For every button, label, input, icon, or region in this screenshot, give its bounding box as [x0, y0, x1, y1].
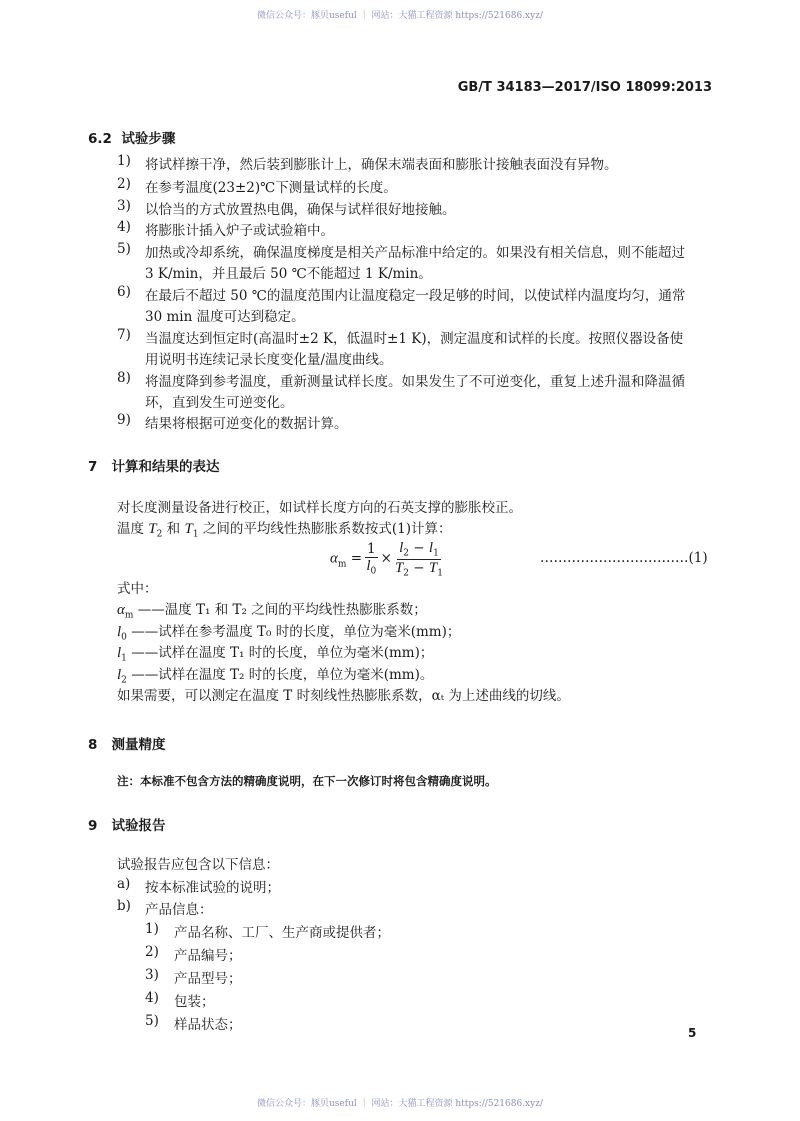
section-number: 9	[88, 818, 98, 834]
list-item: 产品名称、工厂、生产商或提供者；	[174, 925, 390, 941]
definition: $\alpha_m$ ——温度 T₁ 和 T₂ 之间的平均线性热膨胀系数；	[117, 602, 427, 621]
list-item: 加热或冷却系统，确保温度梯度是相关产品标准中给定的。如果没有相关信息，则不能超过	[145, 245, 685, 261]
list-number: 3)	[117, 198, 131, 214]
list-item: 当温度达到恒定时(高温时±2 K，低温时±1 K)，测定温度和试样的长度。按照仪器设备使	[145, 331, 684, 347]
list-item: 产品信息：	[145, 902, 213, 918]
list-item: 将试样擦干净，然后装到膨胀计上，确保末端表面和膨胀计接触表面没有异物。	[145, 157, 618, 173]
list-item-continued: 用说明书连续记录长度变化量/温度曲线。	[145, 352, 393, 368]
list-item: 在参考温度(23±2)℃下测量试样的长度。	[145, 180, 397, 196]
list-item: 结果将根据可逆变化的数据计算。	[145, 416, 348, 432]
definition-text: ——温度 T₁ 和 T₂ 之间的平均线性热膨胀系数；	[137, 602, 427, 618]
list-item: 产品编号；	[174, 948, 242, 964]
paragraph: 对长度测量设备进行校正，如试样长度方向的石英支撑的膨胀校正。	[117, 500, 522, 516]
list-number: 4)	[145, 990, 159, 1006]
list-item-continued: 30 min 温度可达到稳定。	[145, 309, 305, 325]
list-number: 2)	[145, 944, 159, 960]
list-number: b)	[117, 898, 131, 914]
list-item: 在最后不超过 50 ℃的温度范围内让温度稳定一段足够的时间，以使试样内温度均匀，通常	[145, 288, 686, 304]
definition-text: ——试样在参考温度 T₀ 时的长度，单位为毫米(mm)；	[131, 624, 461, 640]
definition: $l_2$ ——试样在温度 T₂ 时的长度，单位为毫米(mm)。	[117, 667, 434, 686]
text: 和	[166, 521, 181, 537]
list-number: 7)	[117, 327, 131, 343]
note: 注：本标准不包含方法的精确度说明，在下一次修订时将包含精确度说明。	[117, 774, 497, 788]
list-number: 1)	[145, 921, 159, 937]
list-item: 产品型号；	[174, 971, 242, 987]
paragraph: 如果需要，可以测定在温度 T 时刻线性热膨胀系数，αₜ 为上述曲线的切线。	[117, 688, 570, 704]
paragraph: 温度 $T_2$ 和 $T_1$ 之间的平均线性热膨胀系数按式(1)计算：	[117, 521, 452, 540]
section-number: 8	[88, 737, 98, 753]
formula-1: $\alpha_m$ = $\frac{1}{l_0}$ × $\frac{l_2 - l_1}{T_2 - T_1}$	[330, 540, 443, 579]
text: 温度	[117, 521, 144, 537]
section-title: 试验步骤	[121, 131, 176, 147]
paragraph: 试验报告应包含以下信息：	[117, 857, 279, 873]
list-number: 4)	[117, 219, 131, 235]
section-heading-8	[88, 733, 166, 753]
list-number: a)	[117, 876, 131, 892]
list-number: 2)	[117, 176, 131, 192]
list-number: 5)	[117, 241, 131, 257]
list-number: 9)	[117, 412, 131, 428]
list-item: 以恰当的方式放置热电偶，确保与试样很好地接触。	[145, 202, 456, 218]
list-number: 3)	[145, 967, 159, 983]
definition-text: ——试样在温度 T₂ 时的长度，单位为毫米(mm)。	[131, 667, 434, 683]
section-heading-6-2	[88, 127, 175, 147]
list-number: 8)	[117, 370, 131, 386]
definition: $l_0$ ——试样在参考温度 T₀ 时的长度，单位为毫米(mm)；	[117, 624, 461, 643]
where-label: 式中：	[117, 581, 158, 597]
section-title: 试验报告	[111, 818, 166, 834]
page-number: 5	[688, 1026, 697, 1040]
list-item-continued: 3 K/min，并且最后 50 ℃不能超过 1 K/min。	[145, 266, 432, 282]
list-item-continued: 环，直到发生可逆变化。	[145, 395, 294, 411]
section-heading-7	[88, 455, 220, 475]
definition: $l_1$ ——试样在温度 T₁ 时的长度，单位为毫米(mm)；	[117, 645, 434, 664]
section-number: 6.2	[88, 131, 112, 147]
section-number: 7	[88, 459, 98, 475]
text: 之间的平均线性热膨胀系数按式(1)计算：	[202, 521, 452, 537]
section-heading-9	[88, 814, 166, 834]
formula-number: ……………………………(1)	[540, 550, 708, 566]
section-title: 测量精度	[111, 737, 166, 753]
list-item: 将温度降到参考温度，重新测量试样长度。如果发生了不可逆变化，重复上述升温和降温循	[145, 374, 685, 390]
list-number: 1)	[117, 153, 131, 169]
list-item: 样品状态；	[174, 1017, 242, 1033]
list-item: 包装；	[174, 994, 215, 1010]
watermark-top: 微信公众号：豚贝useful ｜ 网站：大猫工程资源 https://521686.xyz/	[257, 11, 543, 21]
list-number: 5)	[145, 1013, 159, 1029]
list-item: 将膨胀计插入炉子或试验箱中。	[145, 223, 334, 239]
section-title: 计算和结果的表达	[111, 459, 220, 475]
list-item: 按本标准试验的说明；	[145, 880, 280, 896]
standard-header: GB/T 34183—2017/ISO 18099:2013	[457, 80, 712, 95]
definition-text: ——试样在温度 T₁ 时的长度，单位为毫米(mm)；	[131, 645, 434, 661]
list-number: 6)	[117, 284, 131, 300]
watermark-bottom: 微信公众号：豚贝useful ｜ 网站：大猫工程资源 https://521686.xyz/	[257, 1099, 543, 1109]
